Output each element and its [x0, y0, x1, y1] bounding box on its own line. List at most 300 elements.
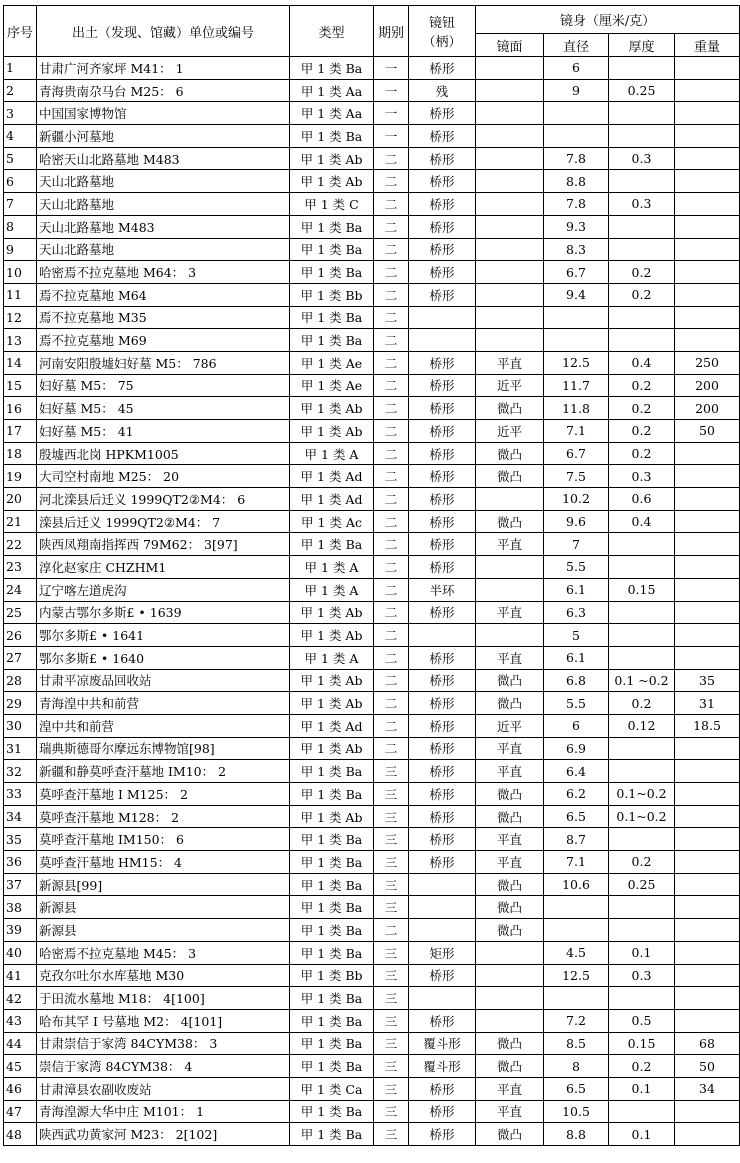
table-row — [4, 57, 740, 80]
row-thickness: 0.25 — [609, 79, 675, 102]
table-row — [4, 873, 740, 896]
table-row — [4, 510, 740, 533]
row-weight — [675, 737, 740, 760]
row-type: 甲 1 类 Bb — [290, 283, 374, 306]
row-site: 瑞典斯德哥尔摩远东博物馆[98] — [37, 737, 290, 760]
row-type: 甲 1 类 Ba — [290, 987, 374, 1010]
header-thickness: 厚度 — [609, 34, 675, 57]
row-site: 青海贵南尕马台 M25： 6 — [37, 79, 290, 102]
row-index: 34 — [4, 805, 37, 828]
table-row — [4, 1009, 740, 1032]
row-surface: 微凸 — [476, 1055, 544, 1078]
row-index: 15 — [4, 374, 37, 397]
row-diameter: 8.7 — [544, 828, 609, 851]
row-site: 哈密天山北路墓地 M483 — [37, 147, 290, 170]
row-type: 甲 1 类 Ab — [290, 397, 374, 420]
table-row — [4, 261, 740, 284]
row-weight: 31 — [675, 692, 740, 715]
table-row — [4, 79, 740, 102]
row-weight — [675, 873, 740, 896]
row-diameter: 10.6 — [544, 873, 609, 896]
row-thickness: 0.15 — [609, 578, 675, 601]
row-type: 甲 1 类 Aa — [290, 79, 374, 102]
row-surface — [476, 261, 544, 284]
row-diameter: 6.2 — [544, 783, 609, 806]
row-index: 29 — [4, 692, 37, 715]
row-type: 甲 1 类 Ac — [290, 510, 374, 533]
row-diameter: 6 — [544, 714, 609, 737]
row-surface — [476, 624, 544, 647]
row-type: 甲 1 类 Ab — [290, 805, 374, 828]
row-weight: 200 — [675, 397, 740, 420]
row-knob: 桥形 — [409, 533, 476, 556]
row-index: 11 — [4, 283, 37, 306]
row-weight — [675, 760, 740, 783]
row-surface: 平直 — [476, 737, 544, 760]
row-surface — [476, 964, 544, 987]
row-knob: 覆斗形 — [409, 1032, 476, 1055]
row-surface — [476, 238, 544, 261]
row-period: 三 — [374, 851, 409, 874]
row-index: 18 — [4, 442, 37, 465]
row-period: 三 — [374, 783, 409, 806]
row-type: 甲 1 类 A — [290, 646, 374, 669]
row-knob: 桥形 — [409, 510, 476, 533]
row-index: 47 — [4, 1100, 37, 1123]
table-row — [4, 465, 740, 488]
row-index: 3 — [4, 102, 37, 125]
row-weight — [675, 193, 740, 216]
row-period: 三 — [374, 896, 409, 919]
table-row — [4, 442, 740, 465]
row-period: 二 — [374, 283, 409, 306]
row-type: 甲 1 类 Ca — [290, 1077, 374, 1100]
row-type: 甲 1 类 Ba — [290, 1100, 374, 1123]
row-period: 三 — [374, 1123, 409, 1146]
row-knob: 桥形 — [409, 238, 476, 261]
row-thickness — [609, 828, 675, 851]
row-surface: 平直 — [476, 601, 544, 624]
row-knob: 桥形 — [409, 147, 476, 170]
row-knob: 桥形 — [409, 488, 476, 511]
row-thickness: 0.2 — [609, 851, 675, 874]
row-index: 48 — [4, 1123, 37, 1146]
row-type: 甲 1 类 Ba — [290, 329, 374, 352]
row-index: 46 — [4, 1077, 37, 1100]
row-knob: 桥形 — [409, 760, 476, 783]
row-thickness: 0.1~0.2 — [609, 783, 675, 806]
row-index: 38 — [4, 896, 37, 919]
row-knob: 桥形 — [409, 783, 476, 806]
row-index: 28 — [4, 669, 37, 692]
row-diameter: 9.6 — [544, 510, 609, 533]
row-thickness: 0.1 — [609, 1077, 675, 1100]
row-weight — [675, 964, 740, 987]
row-thickness: 0.1 — [609, 941, 675, 964]
row-site: 新疆小河墓地 — [37, 125, 290, 148]
row-knob: 桥形 — [409, 102, 476, 125]
row-weight — [675, 805, 740, 828]
row-weight: 18.5 — [675, 714, 740, 737]
row-weight — [675, 533, 740, 556]
row-diameter — [544, 896, 609, 919]
row-type: 甲 1 类 Ab — [290, 170, 374, 193]
row-thickness — [609, 987, 675, 1010]
row-thickness: 0.2 — [609, 374, 675, 397]
table-row — [4, 692, 740, 715]
table-row — [4, 919, 740, 942]
row-period: 三 — [374, 828, 409, 851]
row-knob: 残 — [409, 79, 476, 102]
row-diameter: 9 — [544, 79, 609, 102]
row-surface: 微凸 — [476, 397, 544, 420]
row-knob: 桥形 — [409, 1100, 476, 1123]
row-site: 大司空村南地 M25： 20 — [37, 465, 290, 488]
row-index: 23 — [4, 556, 37, 579]
row-type: 甲 1 类 Ba — [290, 851, 374, 874]
row-type: 甲 1 类 Ba — [290, 306, 374, 329]
row-knob: 桥形 — [409, 669, 476, 692]
row-type: 甲 1 类 C — [290, 193, 374, 216]
row-surface — [476, 170, 544, 193]
row-surface: 微凸 — [476, 669, 544, 692]
row-site: 甘肃广河齐家坪 M41： 1 — [37, 57, 290, 80]
row-knob: 桥形 — [409, 714, 476, 737]
row-site: 鄂尔多斯£ • 1641 — [37, 624, 290, 647]
row-weight: 68 — [675, 1032, 740, 1055]
row-surface — [476, 578, 544, 601]
row-index: 37 — [4, 873, 37, 896]
row-type: 甲 1 类 Ab — [290, 601, 374, 624]
row-type: 甲 1 类 Ab — [290, 692, 374, 715]
row-thickness: 0.3 — [609, 964, 675, 987]
table-row — [4, 805, 740, 828]
row-knob: 桥形 — [409, 646, 476, 669]
row-index: 14 — [4, 351, 37, 374]
row-type: 甲 1 类 Ad — [290, 465, 374, 488]
row-index: 20 — [4, 488, 37, 511]
row-period: 三 — [374, 1077, 409, 1100]
row-weight — [675, 624, 740, 647]
row-site: 陕西武功黄家河 M23： 2[102] — [37, 1123, 290, 1146]
row-site: 甘肃平凉废品回收站 — [37, 669, 290, 692]
row-period: 二 — [374, 919, 409, 942]
row-period: 二 — [374, 578, 409, 601]
row-index: 31 — [4, 737, 37, 760]
row-knob: 桥形 — [409, 692, 476, 715]
row-index: 1 — [4, 57, 37, 80]
table-header — [4, 6, 740, 57]
row-diameter: 6.4 — [544, 760, 609, 783]
row-site: 新疆和静莫呼查汗墓地 IM10： 2 — [37, 760, 290, 783]
row-site: 焉不拉克墓地 M69 — [37, 329, 290, 352]
row-thickness — [609, 170, 675, 193]
table-body — [4, 57, 740, 1146]
row-surface — [476, 283, 544, 306]
row-diameter: 7 — [544, 533, 609, 556]
row-thickness: 0.2 — [609, 261, 675, 284]
row-period: 三 — [374, 964, 409, 987]
row-type: 甲 1 类 Ba — [290, 1032, 374, 1055]
row-type: 甲 1 类 Ba — [290, 828, 374, 851]
row-surface — [476, 147, 544, 170]
row-period: 三 — [374, 1055, 409, 1078]
row-index: 5 — [4, 147, 37, 170]
row-surface: 微凸 — [476, 1123, 544, 1146]
row-site: 鄂尔多斯£ • 1640 — [37, 646, 290, 669]
row-knob: 桥形 — [409, 601, 476, 624]
table-row — [4, 1032, 740, 1055]
row-type: 甲 1 类 Ba — [290, 125, 374, 148]
table-row — [4, 646, 740, 669]
row-site: 青海湟源大华中庄 M101： 1 — [37, 1100, 290, 1123]
row-thickness — [609, 238, 675, 261]
row-thickness — [609, 533, 675, 556]
table-row — [4, 828, 740, 851]
row-index: 17 — [4, 420, 37, 443]
header-knob — [409, 6, 476, 57]
row-diameter: 5.5 — [544, 692, 609, 715]
row-type: 甲 1 类 Ad — [290, 714, 374, 737]
row-knob — [409, 919, 476, 942]
row-period: 二 — [374, 147, 409, 170]
header-index: 序号 — [4, 6, 37, 57]
row-thickness — [609, 306, 675, 329]
row-weight — [675, 783, 740, 806]
row-thickness — [609, 556, 675, 579]
row-type: 甲 1 类 Ba — [290, 261, 374, 284]
row-diameter: 8.5 — [544, 1032, 609, 1055]
row-thickness — [609, 601, 675, 624]
row-knob: 半环 — [409, 578, 476, 601]
row-knob: 桥形 — [409, 57, 476, 80]
row-type: 甲 1 类 Ab — [290, 147, 374, 170]
row-thickness — [609, 646, 675, 669]
table-row — [4, 102, 740, 125]
table-row — [4, 374, 740, 397]
row-thickness — [609, 125, 675, 148]
row-site: 妇好墓 M5： 41 — [37, 420, 290, 443]
header-knob-line1: 镜钮 — [428, 16, 455, 31]
row-thickness: 0.5 — [609, 1009, 675, 1032]
row-weight — [675, 1009, 740, 1032]
row-thickness — [609, 102, 675, 125]
row-type: 甲 1 类 Ba — [290, 1055, 374, 1078]
row-thickness — [609, 1100, 675, 1123]
row-weight — [675, 851, 740, 874]
table-row — [4, 238, 740, 261]
row-thickness — [609, 896, 675, 919]
row-diameter — [544, 987, 609, 1010]
row-site: 哈密焉不拉克墓地 M45： 3 — [37, 941, 290, 964]
row-surface: 平直 — [476, 351, 544, 374]
row-index: 4 — [4, 125, 37, 148]
row-site: 莫呼查汗墓地 M128： 2 — [37, 805, 290, 828]
row-knob — [409, 306, 476, 329]
row-surface — [476, 79, 544, 102]
row-type: 甲 1 类 Ba — [290, 57, 374, 80]
row-surface: 微凸 — [476, 896, 544, 919]
row-surface: 微凸 — [476, 873, 544, 896]
row-period: 一 — [374, 79, 409, 102]
row-surface — [476, 941, 544, 964]
row-surface — [476, 215, 544, 238]
table-row — [4, 193, 740, 216]
row-weight: 50 — [675, 420, 740, 443]
row-thickness — [609, 215, 675, 238]
row-knob: 桥形 — [409, 851, 476, 874]
row-period: 二 — [374, 215, 409, 238]
row-knob: 桥形 — [409, 397, 476, 420]
row-knob: 桥形 — [409, 351, 476, 374]
row-weight — [675, 488, 740, 511]
row-diameter: 11.7 — [544, 374, 609, 397]
row-surface: 微凸 — [476, 510, 544, 533]
table-row — [4, 1100, 740, 1123]
row-thickness: 0.12 — [609, 714, 675, 737]
row-weight — [675, 1100, 740, 1123]
row-index: 45 — [4, 1055, 37, 1078]
row-type: 甲 1 类 Ae — [290, 351, 374, 374]
table-row — [4, 714, 740, 737]
header-weight: 重量 — [675, 34, 740, 57]
row-knob: 桥形 — [409, 465, 476, 488]
row-period: 二 — [374, 646, 409, 669]
row-type: 甲 1 类 Ba — [290, 941, 374, 964]
row-diameter: 8.3 — [544, 238, 609, 261]
table-row — [4, 397, 740, 420]
row-index: 39 — [4, 919, 37, 942]
row-type: 甲 1 类 Ba — [290, 1123, 374, 1146]
row-period: 二 — [374, 351, 409, 374]
row-knob: 桥形 — [409, 193, 476, 216]
row-surface — [476, 1009, 544, 1032]
row-knob: 桥形 — [409, 556, 476, 579]
row-thickness — [609, 737, 675, 760]
row-knob — [409, 624, 476, 647]
row-type: 甲 1 类 Ba — [290, 760, 374, 783]
row-diameter: 11.8 — [544, 397, 609, 420]
header-surface: 镜面 — [476, 34, 544, 57]
row-thickness: 0.2 — [609, 397, 675, 420]
table-row — [4, 941, 740, 964]
row-type: 甲 1 类 Ba — [290, 238, 374, 261]
row-site: 淳化赵家庄 CHZHM1 — [37, 556, 290, 579]
row-thickness: 0.15 — [609, 1032, 675, 1055]
row-surface: 平直 — [476, 1077, 544, 1100]
row-index: 24 — [4, 578, 37, 601]
row-diameter: 8 — [544, 1055, 609, 1078]
row-period: 三 — [374, 987, 409, 1010]
row-index: 2 — [4, 79, 37, 102]
row-knob: 桥形 — [409, 215, 476, 238]
row-knob: 桥形 — [409, 1123, 476, 1146]
row-diameter: 7.1 — [544, 420, 609, 443]
row-weight — [675, 238, 740, 261]
row-site: 天山北路墓地 — [37, 193, 290, 216]
row-period: 三 — [374, 1032, 409, 1055]
row-index: 42 — [4, 987, 37, 1010]
row-type: 甲 1 类 A — [290, 442, 374, 465]
row-surface: 平直 — [476, 1100, 544, 1123]
row-period: 一 — [374, 125, 409, 148]
table-row — [4, 1055, 740, 1078]
row-knob: 矩形 — [409, 941, 476, 964]
row-weight — [675, 215, 740, 238]
row-diameter: 10.5 — [544, 1100, 609, 1123]
row-surface — [476, 488, 544, 511]
row-diameter: 7.8 — [544, 193, 609, 216]
row-surface — [476, 193, 544, 216]
row-thickness: 0.6 — [609, 488, 675, 511]
row-period: 二 — [374, 420, 409, 443]
table-row — [4, 488, 740, 511]
row-site: 河南安阳殷墟妇好墓 M5： 786 — [37, 351, 290, 374]
row-site: 哈布其罕 I 号墓地 M2： 4[101] — [37, 1009, 290, 1032]
row-weight — [675, 578, 740, 601]
row-period: 二 — [374, 488, 409, 511]
row-surface: 微凸 — [476, 805, 544, 828]
row-thickness — [609, 624, 675, 647]
table-row — [4, 964, 740, 987]
row-thickness: 0.4 — [609, 510, 675, 533]
table-row — [4, 851, 740, 874]
bronze-mirror-table — [3, 5, 740, 1146]
row-period: 一 — [374, 57, 409, 80]
row-weight — [675, 941, 740, 964]
row-thickness: 0.3 — [609, 147, 675, 170]
row-thickness: 0.3 — [609, 193, 675, 216]
row-thickness: 0.25 — [609, 873, 675, 896]
row-weight — [675, 306, 740, 329]
header-site: 出土（发现、馆藏）单位或编号 — [37, 6, 290, 57]
row-surface: 微凸 — [476, 465, 544, 488]
row-site: 辽宁喀左道虎沟 — [37, 578, 290, 601]
row-diameter: 9.4 — [544, 283, 609, 306]
table-row — [4, 896, 740, 919]
row-thickness: 0.2 — [609, 283, 675, 306]
table-row — [4, 987, 740, 1010]
row-index: 32 — [4, 760, 37, 783]
row-period: 二 — [374, 669, 409, 692]
row-weight — [675, 442, 740, 465]
row-knob: 桥形 — [409, 805, 476, 828]
row-diameter: 6.7 — [544, 442, 609, 465]
row-weight — [675, 510, 740, 533]
row-type: 甲 1 类 Ba — [290, 215, 374, 238]
row-knob: 桥形 — [409, 442, 476, 465]
row-diameter: 6.1 — [544, 646, 609, 669]
row-index: 43 — [4, 1009, 37, 1032]
row-index: 10 — [4, 261, 37, 284]
row-diameter — [544, 306, 609, 329]
row-weight — [675, 919, 740, 942]
row-weight — [675, 601, 740, 624]
row-period: 二 — [374, 374, 409, 397]
row-weight — [675, 896, 740, 919]
row-thickness: 0.2 — [609, 442, 675, 465]
row-knob — [409, 896, 476, 919]
row-weight — [675, 465, 740, 488]
row-diameter: 12.5 — [544, 964, 609, 987]
row-thickness: 0.1~0.2 — [609, 805, 675, 828]
table-row — [4, 170, 740, 193]
row-site: 天山北路墓地 — [37, 238, 290, 261]
table-row — [4, 306, 740, 329]
row-site: 青海湟中共和前营 — [37, 692, 290, 715]
table-row — [4, 329, 740, 352]
row-period: 二 — [374, 306, 409, 329]
